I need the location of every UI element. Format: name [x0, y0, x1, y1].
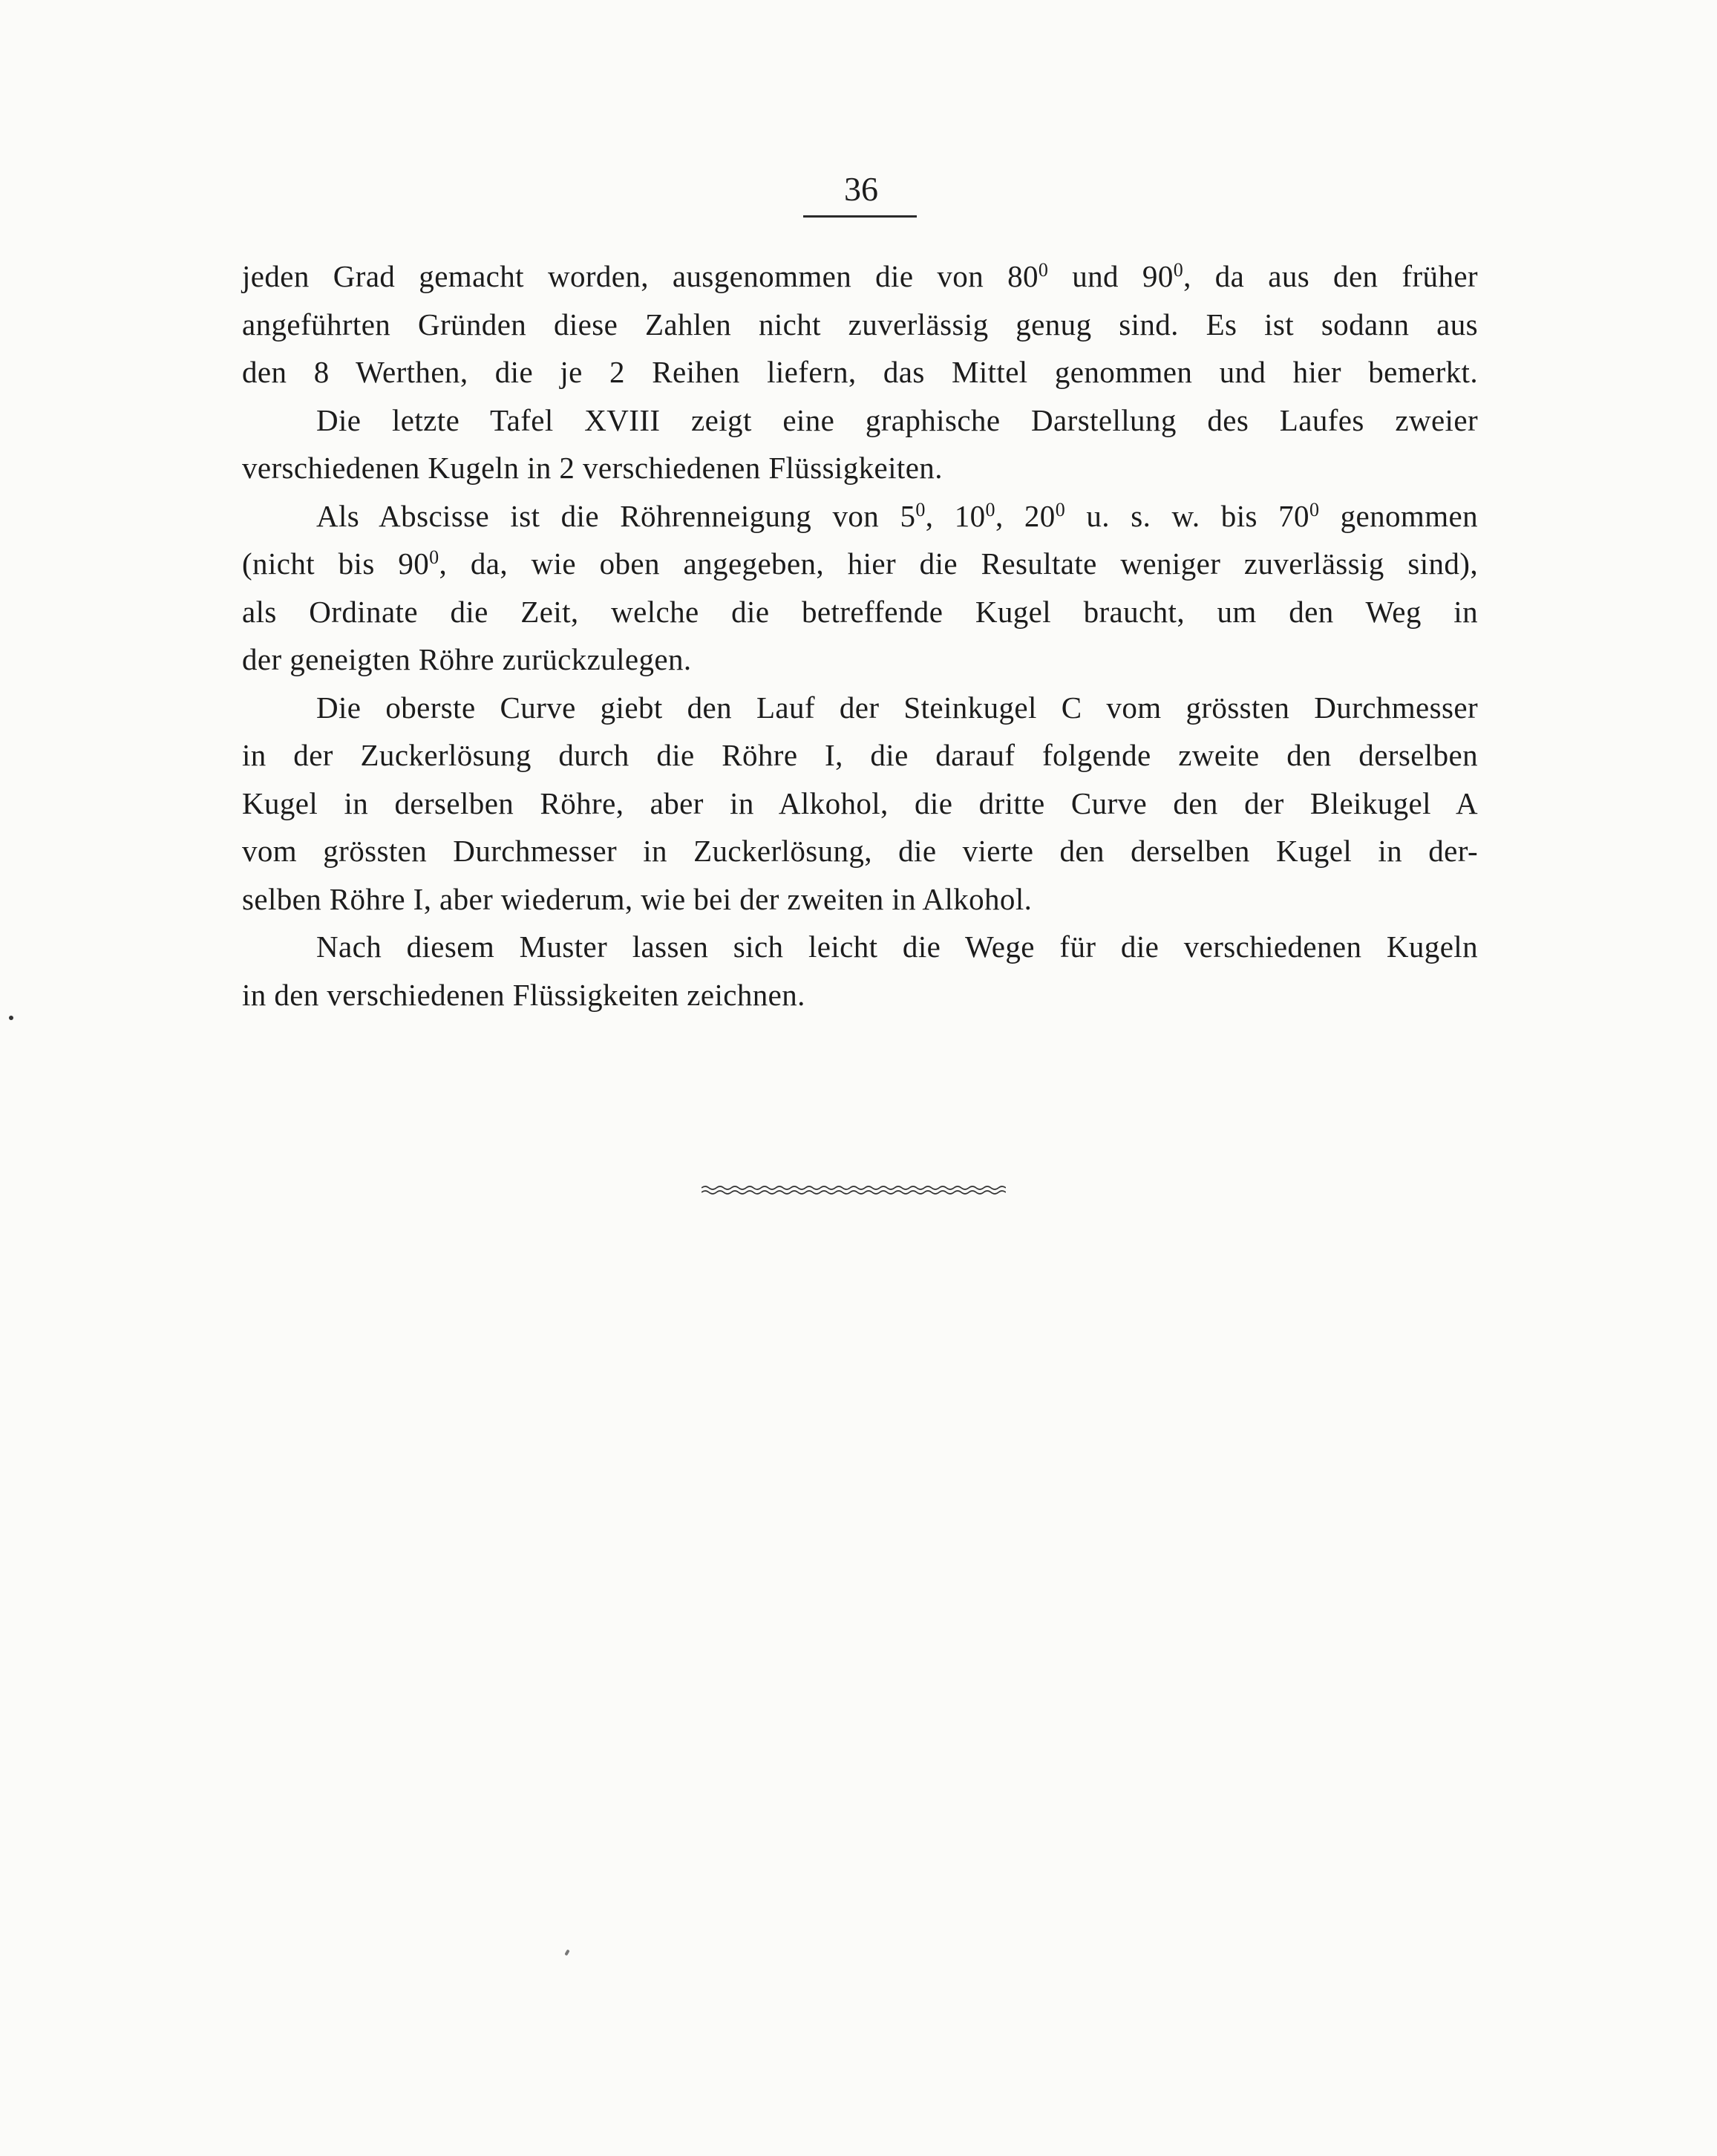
text-line: den 8 Werthen, die je 2 Reihen liefern, das Mittel genommen und hier bemerkt. — [242, 355, 1478, 389]
stray-ink-dot — [9, 1016, 13, 1020]
paragraph-start-line: Als Abscisse ist die Röhrenneigung von $5^0$, $10^0$, $20^0$ u. s. w. bis $70^0$ genommen — [316, 498, 1479, 533]
text-line: als Ordinate die Zeit, welche die betreffende Kugel braucht, um den Weg in — [242, 594, 1478, 629]
paragraph-start-line: Die oberste Curve giebt den Lauf der Steinkugel C vom grössten Durchmesser — [316, 690, 1478, 725]
paragraph-start-line: Die letzte Tafel XVIII zeigt eine graphische Darstellung des Laufes zweier — [316, 402, 1478, 437]
stray-ink-dot — [564, 1950, 569, 1956]
text-line: angeführten Gründen diese Zahlen nicht zuverlässig genug sind. Es ist sodann aus — [242, 307, 1478, 342]
text-line: jeden Grad gemacht worden, ausgenommen die von $80^0$ und $90^0$, da aus den früher — [242, 259, 1478, 293]
paragraph-end-line: selben Röhre I, aber wiederum, wie bei der zweiten in Alkohol. — [242, 881, 1033, 916]
text-line: (nicht bis $90^0$, da, wie oben angegeben, hier die Resultate weniger zuverlässig sind), — [242, 546, 1478, 581]
text-line: in der Zuckerlösung durch die Röhre I, die darauf folgende zweite den derselben — [242, 738, 1478, 772]
text-line: vom grössten Durchmesser in Zuckerlösung, die vierte den derselben Kugel in der- — [242, 834, 1478, 868]
paragraph-end-line: der geneigten Röhre zurückzulegen. — [242, 642, 692, 676]
paragraph-start-line: Nach diesem Muster lassen sich leicht die Wege für die verschiedenen Kugeln — [316, 930, 1478, 964]
paragraph-end-line: in den verschiedenen Flüssigkeiten zeichnen. — [242, 977, 805, 1012]
text-line: Kugel in derselben Röhre, aber in Alkohol, die dritte Curve den der Bleikugel A — [242, 785, 1478, 820]
body-text — [242, 252, 1478, 1019]
wavy-divider — [701, 1185, 1006, 1195]
page-number-rule — [803, 215, 917, 218]
paragraph-end-line: verschiedenen Kugeln in 2 verschiedenen Flüssigkeiten. — [242, 451, 943, 485]
page-number: 36 — [844, 170, 878, 208]
